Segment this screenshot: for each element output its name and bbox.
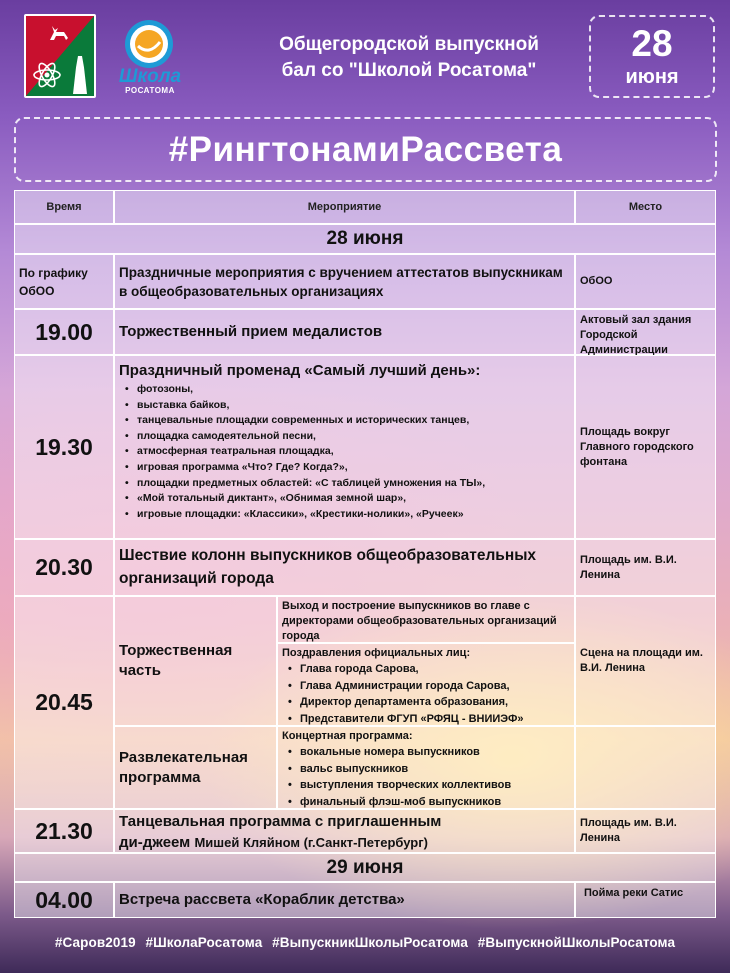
list-item: • выставка байков, — [123, 398, 574, 414]
event-title — [236, 32, 582, 84]
event-title-line2: бал со "Школой Росатома" — [281, 60, 537, 81]
date-day: 28 — [631, 23, 673, 64]
list-item: • фотозоны, — [123, 382, 574, 398]
concert-program — [277, 726, 575, 809]
table-row-event: Шествие колонн выпускников общеобразовательных организаций города — [114, 539, 575, 596]
logo-swirl-icon — [110, 14, 188, 74]
concert-title: Концертная программа: — [282, 730, 413, 742]
table-row-place: Актовый зал здания Городской Администрации — [575, 309, 716, 355]
list-item: • площадка самодеятельной песни, — [123, 429, 574, 445]
ceremony-greetings — [277, 643, 575, 726]
list-item: • вокальные номера выпускников — [286, 744, 570, 761]
day-row-28: 28 июня — [14, 224, 716, 254]
event-title-line1: Общегородской выпускной — [279, 34, 539, 55]
greetings-title: Поздравления официальных лиц: — [282, 647, 471, 659]
list-item: • игровые площадки: «Классики», «Крестики-нолики», «Ручеек» — [123, 507, 574, 523]
logo-subtitle: РОСАТОМА — [125, 86, 175, 95]
greetings-list — [282, 661, 570, 727]
list-item: • «Мой тотальный диктант», «Обнимая земной шар», — [123, 491, 574, 507]
dj-line2-b: Мишей Кляйном (г.Санкт-Петербург) — [194, 835, 428, 850]
table-row-event: Торжественный прием медалистов — [114, 309, 575, 355]
date-badge — [589, 15, 715, 98]
column-header-place: Место — [575, 190, 716, 224]
list-item: • танцевальные площадки современных и исторических танцев, — [123, 413, 574, 429]
empty-cell — [575, 726, 716, 809]
concert-list — [282, 744, 570, 810]
table-row-event — [114, 355, 575, 539]
table-row-place: ОбОО — [575, 254, 716, 309]
city-coat-of-arms — [24, 14, 96, 98]
dj-line1: Танцевальная программа с приглашенным — [119, 813, 442, 830]
entertainment-label: Развлекательная программа — [114, 726, 277, 809]
table-row-time: 20.30 — [14, 539, 114, 596]
list-item: • игровая программа «Что? Где? Когда?», — [123, 460, 574, 476]
list-item: • финальный флэш-моб выпускников — [286, 794, 570, 811]
table-row-event: Праздничные мероприятия с вручением аттестатов выпускникам в общеобразовательных организациях — [114, 254, 575, 309]
table-row-place: Площадь вокруг Главного городского фонтана — [575, 355, 716, 539]
table-row-place: Площадь им. В.И. Ленина — [575, 809, 716, 853]
promenade-title: Праздничный променад «Самый лучший день»: — [119, 362, 481, 379]
ceremony-lineup: Выход и построение выпускников во главе с директорами общеобразовательных организаций города — [277, 596, 575, 643]
ceremony-label: Торжественная часть — [114, 596, 277, 726]
table-row-time: По графику ОбОО — [14, 254, 114, 309]
table-row-time: 21.30 — [14, 809, 114, 853]
schedule-table — [14, 190, 716, 920]
dj-line2 — [119, 832, 570, 853]
list-item: • выступления творческих коллективов — [286, 777, 570, 794]
column-header-event: Мероприятие — [114, 190, 575, 224]
list-item: • Глава города Сарова, — [286, 661, 570, 678]
deer-icon — [46, 22, 72, 44]
list-item: • площадки предметных областей: «С таблицей умножения на ТЫ», — [123, 476, 574, 492]
column-header-time: Время — [14, 190, 114, 224]
date-month: июня — [625, 66, 679, 88]
table-row-time: 20.45 — [14, 596, 114, 809]
logo-word: Школа — [118, 66, 182, 87]
promenade-list — [115, 382, 574, 522]
list-item: • Глава Администрации города Сарова, — [286, 678, 570, 695]
table-row-place: Пойма реки Сатис — [575, 882, 716, 918]
hashtag-banner — [14, 117, 717, 182]
footer-hashtags: #Саров2019 #ШколаРосатома #ВыпускникШколыРосатома #ВыпускнойШколыРосатома — [54, 935, 676, 950]
table-row-time: 19.00 — [14, 309, 114, 355]
day-row-29: 29 июня — [14, 853, 716, 882]
table-row-time: 04.00 — [14, 882, 114, 918]
dj-line2-a: ди-джеем — [119, 834, 191, 851]
table-row-time: 19.30 — [14, 355, 114, 539]
atom-icon — [32, 60, 62, 90]
table-row-event — [114, 809, 575, 853]
list-item: • Представители ФГУП «РФЯЦ - ВНИИЭФ» — [286, 711, 570, 728]
tower-icon — [70, 56, 90, 94]
list-item: • Директор департамента образования, — [286, 694, 570, 711]
hashtag-title: #РингтонамиРассвета — [168, 130, 563, 169]
list-item: • вальс выпускников — [286, 761, 570, 778]
table-row-event: Встреча рассвета «Кораблик детства» — [114, 882, 575, 918]
table-row-place: Площадь им. В.И. Ленина — [575, 539, 716, 596]
list-item: • атмосферная театральная площадка, — [123, 444, 574, 460]
table-row-place: Сцена на площади им. В.И. Ленина — [575, 596, 716, 726]
